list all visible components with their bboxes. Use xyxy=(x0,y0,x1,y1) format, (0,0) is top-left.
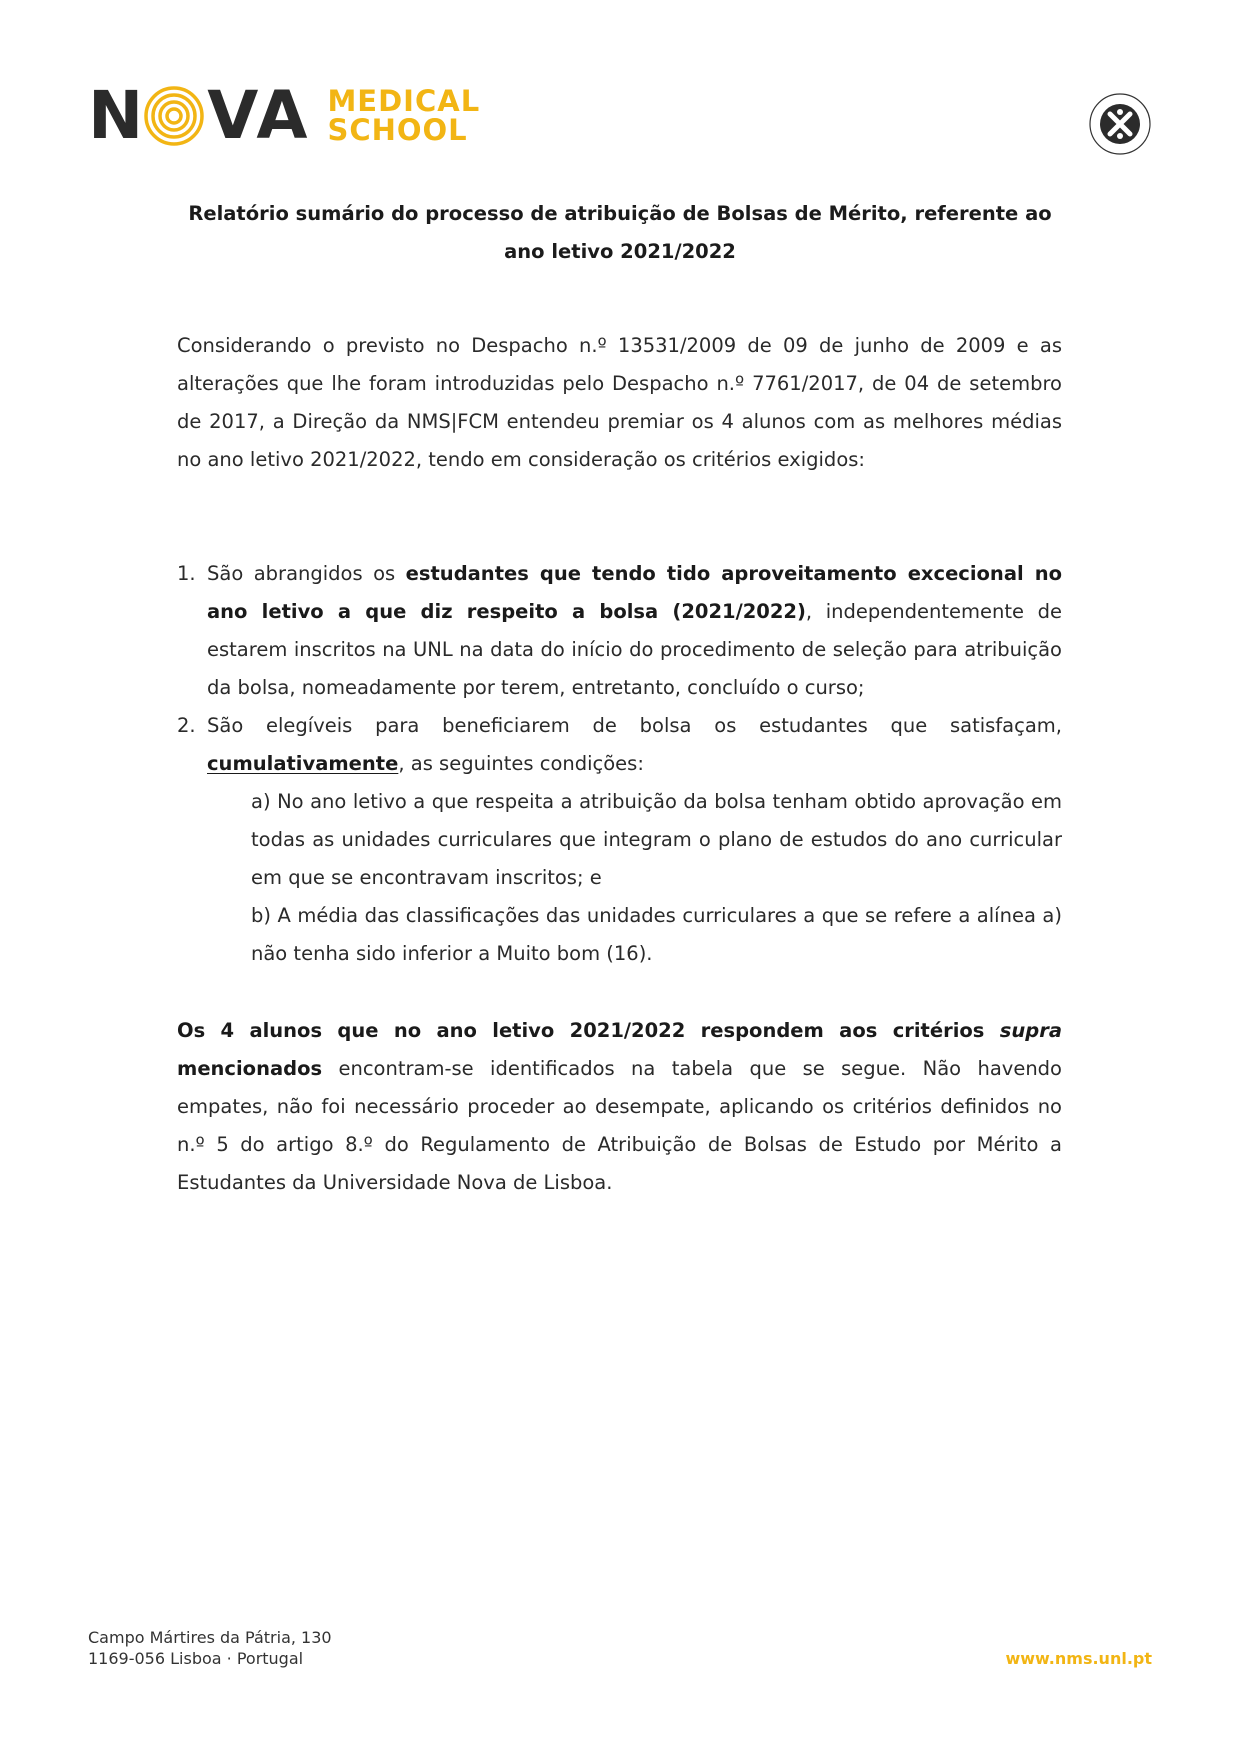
footer-address xyxy=(88,1627,332,1669)
intro-paragraph: Considerando o previsto no Despacho n.º 13531/2009 de 09 de junho de 2009 e as alterações que lhe foram introduzidas pelo Despacho n.º 7761/2017, de 04 de setembro de 2017, a Direção da NMS|FCM entendeu premiar os 4 alunos com as melhores médias no ano letivo 2021/2022, tendo em consideração os critérios exigidos: xyxy=(177,334,1062,471)
list-item xyxy=(177,707,1062,973)
list-item-pre: São abrangidos os xyxy=(207,562,406,585)
logo-letter-v: V xyxy=(207,77,257,154)
footer-address-line1: Campo Mártires da Pátria, 130 xyxy=(88,1628,332,1647)
conclusion-italic: supra xyxy=(999,1019,1062,1042)
list-item-number: 1. xyxy=(177,562,196,585)
nova-wordmark xyxy=(88,77,306,154)
concentric-circles-icon xyxy=(143,85,205,147)
footer-address-line2: 1169-056 Lisboa · Portugal xyxy=(88,1649,304,1668)
report-title-line1: Relatório sumário do processo de atribuição de Bolsas de Mérito, referente ao xyxy=(188,202,1052,225)
conclusion-rest: encontram-se identificados na tabela que se segue. Não havendo empates, não foi necessário proceder ao desempate, aplicando os critérios definidos no n.º 5 do artigo 8.º do Regulamento de Atribuição de Bolsas de Estudo por Mérito a Estudantes da Universidade Nova de Lisboa. xyxy=(177,1057,1062,1194)
medical-school-wordmark xyxy=(327,84,481,147)
list-item-post: , as seguintes condições: xyxy=(398,752,644,775)
conclusion-bold-end: mencionados xyxy=(177,1057,323,1080)
report-title xyxy=(170,195,1070,271)
conclusion-bold-start: Os 4 alunos que no ano letivo 2021/2022 respondem aos critérios xyxy=(177,1019,1000,1042)
logo-medical: MEDICAL xyxy=(327,84,481,118)
logo-school: SCHOOL xyxy=(327,113,468,147)
footer-website-link[interactable]: www.nms.unl.pt xyxy=(1005,1649,1152,1668)
report-title-line2: ano letivo 2021/2022 xyxy=(504,240,736,263)
criteria-list xyxy=(177,555,1062,973)
list-item xyxy=(177,555,1062,707)
list-item-number: 2. xyxy=(177,714,196,737)
university-seal-icon xyxy=(1088,92,1152,156)
list-item-text xyxy=(207,562,1062,699)
sub-item-a: a) No ano letivo a que respeita a atribuição da bolsa tenham obtido aprovação em todas as unidades curriculares que integram o plano de estudos do ano curricular em que se encontravam inscritos; e xyxy=(251,790,1062,889)
list-item-underlined: cumulativamente xyxy=(207,752,399,775)
logo-letter-n: N xyxy=(88,77,142,154)
list-item-bold: estudantes que tendo tido aproveitamento excecional no ano letivo a que diz respeito a bolsa (2021/2022) xyxy=(207,562,1062,623)
list-item-post: , independentemente de estarem inscritos na UNL na data do início do procedimento de seleção para atribuição da bolsa, nomeadamente por terem, entretanto, concluído o curso; xyxy=(207,600,1062,699)
nova-medical-school-logo xyxy=(88,77,481,154)
list-item-text xyxy=(207,714,1062,775)
sub-item-b: b) A média das classificações das unidades curriculares a que se refere a alínea a) não tenha sido inferior a Muito bom (16). xyxy=(251,904,1062,965)
list-item-pre: São elegíveis para beneficiarem de bolsa os estudantes que satisfaçam, xyxy=(207,714,1062,737)
logo-letter-a: A xyxy=(256,77,306,154)
conclusion-paragraph xyxy=(177,1012,1062,1202)
